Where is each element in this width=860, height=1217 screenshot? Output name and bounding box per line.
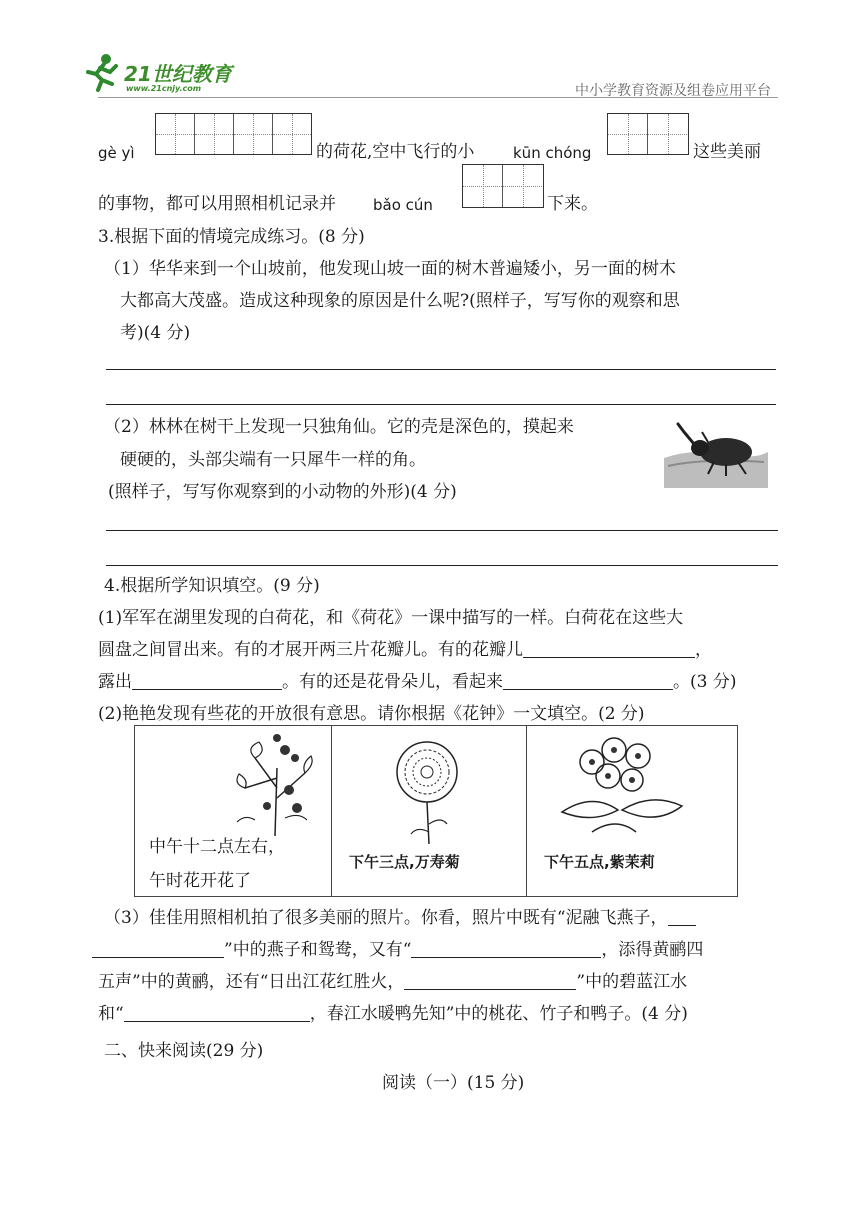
section2-title: 二、快来阅读(29 分) <box>104 1041 264 1061</box>
char-grid-bao-cun[interactable] <box>462 164 544 208</box>
four-oclock-icon <box>552 732 692 842</box>
q4-p1-line1: (1)军军在湖里发现的白荷花，和《荷花》一课中描写的一样。白荷花在这些大 <box>98 608 684 628</box>
flower-cell-noon <box>135 726 332 896</box>
answer-line[interactable] <box>106 369 776 370</box>
q4-p3-line3-b: ”中的碧蓝江水 <box>576 972 688 992</box>
text-lotus: 的荷花,空中飞行的小 <box>316 142 475 162</box>
q3-p1-line1: （1）华华来到一个山坡前，他发现山坡一面的树木普遍矮小，另一面的树木 <box>104 259 676 279</box>
flower-cell-marigold <box>331 726 527 896</box>
noon-flower-icon <box>215 728 325 838</box>
blank-petals[interactable] <box>523 639 695 658</box>
pinyin-kun-chong: kūn chóng <box>513 144 592 162</box>
noon-caption-line2: 午时花开花了 <box>149 871 251 891</box>
q4-p3-line2 <box>92 939 703 961</box>
char-grid-ge-yi[interactable] <box>155 113 312 155</box>
blank-swallow-a[interactable] <box>668 907 696 926</box>
answer-line[interactable] <box>106 565 778 566</box>
blank-swallow-b[interactable] <box>92 939 224 958</box>
text-things: 的事物，都可以用照相机记录并 <box>98 194 336 214</box>
q3-p1-line3: 考)(4 分) <box>120 323 191 343</box>
q4-p1-line2-text: 圆盘之间冒出来。有的才展开两三片花瓣儿。有的花瓣儿 <box>98 640 523 660</box>
q4-title: 4.根据所学知识填空。(9 分) <box>104 576 320 596</box>
q4-p1-line2-comma: ， <box>695 640 712 660</box>
flower-cell-four-oclock <box>526 726 735 896</box>
beetle-icon <box>664 418 768 488</box>
answer-line[interactable] <box>106 404 776 405</box>
q4-p1-line2 <box>98 639 712 661</box>
q3-title: 3.根据下面的情境完成练习。(8 分) <box>98 227 365 247</box>
q4-p2-title: (2)艳艳发现有些花的开放很有意思。请你根据《花钟》一文填空。(2 分) <box>98 704 645 724</box>
runner-icon <box>80 52 122 94</box>
marigold-icon <box>387 736 467 846</box>
q4-p3-line2-b: ，添得黄鹂四 <box>601 940 704 960</box>
q4-p3-line3-a: 五声”中的黄鹂，还有“日出江花红胜火， <box>98 972 405 992</box>
q3-p2-line2: 硬硬的，头部尖端有一只犀牛一样的角。 <box>120 450 426 470</box>
blank-peach[interactable] <box>124 1003 310 1022</box>
platform-label: 中小学教育资源及组卷应用平台 <box>575 83 771 99</box>
blank-reveal[interactable] <box>132 671 282 690</box>
pinyin-ge-yi: gè yì <box>98 144 135 162</box>
logo <box>80 52 250 96</box>
blank-looks[interactable] <box>503 671 673 690</box>
q4-p1-line3 <box>98 671 736 693</box>
blank-oriole[interactable] <box>411 939 601 958</box>
q3-p2-line3: (照样子，写写你观察到的小动物的外形)(4 分) <box>108 482 457 502</box>
pinyin-bao-cun: bǎo cún <box>373 196 433 214</box>
four-oclock-caption: 下午五点,紫茉莉 <box>544 853 655 871</box>
q4-p3-line4 <box>98 1003 688 1025</box>
beetle-image <box>664 418 768 488</box>
blank-river[interactable] <box>404 971 576 990</box>
text-beautiful: 这些美丽 <box>693 142 761 162</box>
noon-caption-line1: 中午十二点左右， <box>149 837 285 857</box>
char-grid-kun-chong[interactable] <box>607 113 689 155</box>
marigold-caption: 下午三点,万寿菊 <box>349 853 460 871</box>
section2-subtitle: 阅读（一）(15 分) <box>382 1073 525 1093</box>
q4-p3-line3 <box>98 971 687 993</box>
q4-p3-line1-text: （3）佳佳用照相机拍了很多美丽的照片。你看，照片中既有“泥融飞燕子， <box>104 908 668 928</box>
q4-p1-line3-a: 露出 <box>98 672 132 692</box>
q4-p3-line4-b: ，春江水暖鸭先知”中的桃花、竹子和鸭子。(4 分) <box>309 1004 688 1024</box>
q4-p3-line4-a: 和“ <box>98 1004 124 1024</box>
logo-main: 21世纪教育 <box>124 62 232 86</box>
q4-p1-line3-b: 。有的还是花骨朵儿，看起来 <box>282 672 503 692</box>
q4-p3-line2-a: ”中的燕子和鸳鸯，又有“ <box>224 940 412 960</box>
logo-url: www.21cnjy.com <box>126 84 202 93</box>
answer-line[interactable] <box>106 530 778 531</box>
header-divider <box>98 97 778 98</box>
q3-p1-line2: 大都高大茂盛。造成这种现象的原因是什么呢?(照样子，写写你的观察和思 <box>120 291 680 311</box>
text-down: 下来。 <box>547 194 598 214</box>
q4-p1-line3-c: 。(3 分) <box>673 672 737 692</box>
q4-p3-line1 <box>104 907 696 929</box>
q3-p2-line1: （2）林林在树干上发现一只独角仙。它的壳是深色的，摸起来 <box>104 417 574 437</box>
flower-clock-table <box>134 725 738 897</box>
